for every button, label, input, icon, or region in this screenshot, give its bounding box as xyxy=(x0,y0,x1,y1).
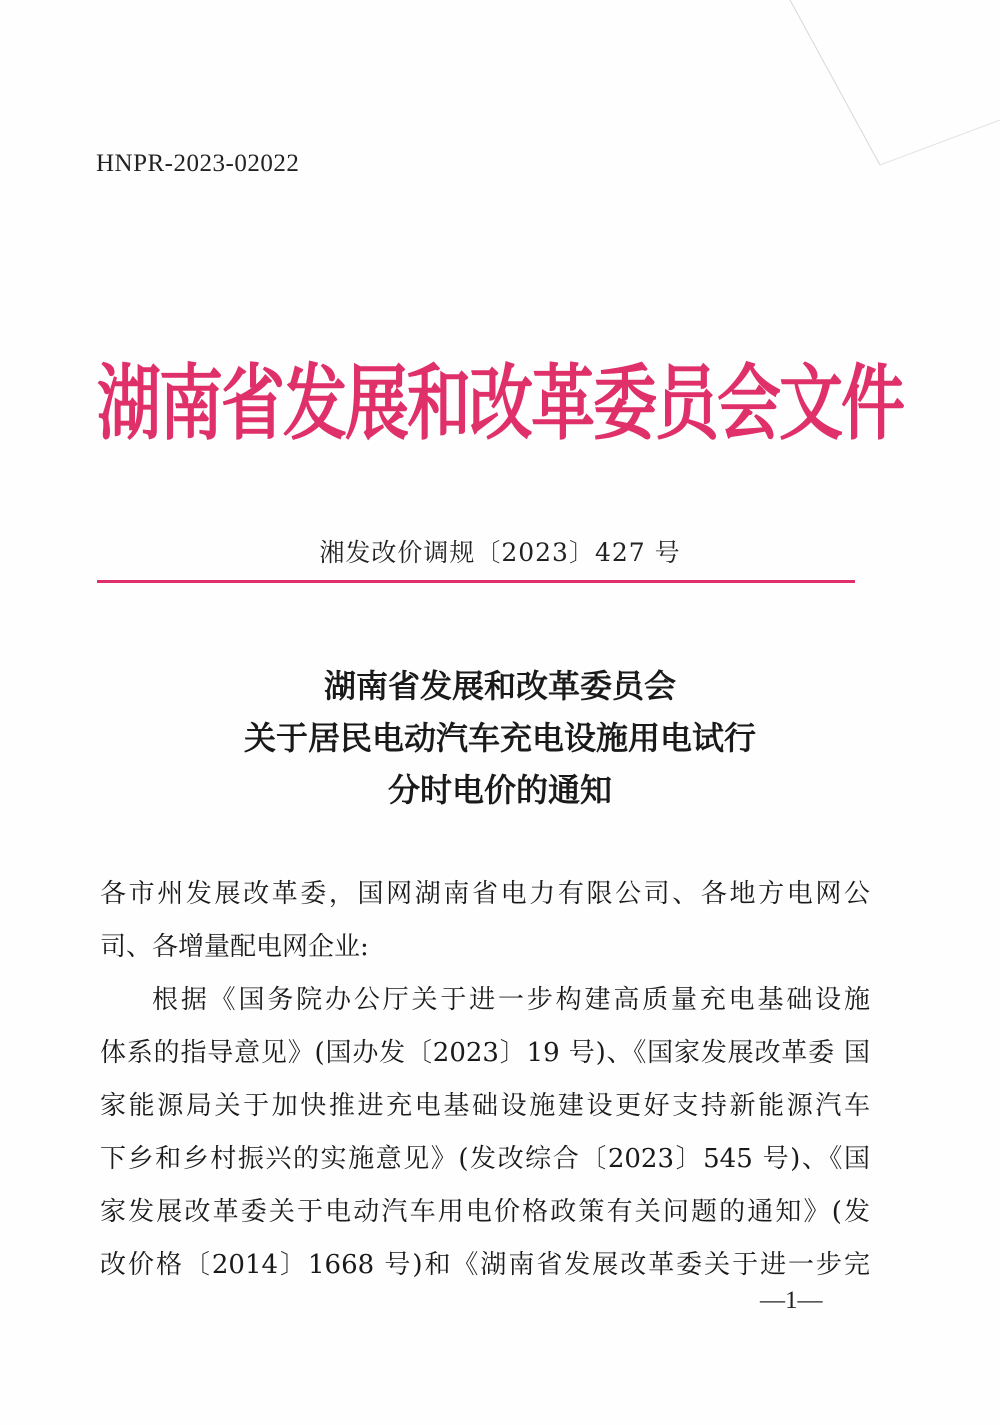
body-line: 下乡和乡村振兴的实施意见》(发改综合〔2023〕545 号)、《国 xyxy=(100,1144,870,1174)
body-line: 司、各增量配电网企业: xyxy=(100,932,369,962)
issuing-organization-header: 湖南省发展和改革委员会文件 xyxy=(97,357,903,452)
body-line: 各市州发展改革委，国网湖南省电力有限公司、各地方电网公 xyxy=(100,879,870,909)
title-line: 分时电价的通知 xyxy=(387,771,612,809)
body-line: 家发展改革委关于电动汽车用电价格政策有关问题的通知》(发 xyxy=(100,1197,870,1227)
title-line: 关于居民电动汽车充电设施用电试行 xyxy=(243,719,756,757)
document-title xyxy=(0,660,1000,816)
body-line: 家能源局关于加快推进充电基础设施建设更好支持新能源汽车 xyxy=(100,1091,870,1121)
paper-fold-mark xyxy=(780,0,1000,170)
body-line: 改价格〔2014〕1668 号)和《湖南省发展改革委关于进一步完 xyxy=(100,1250,870,1280)
body-line: 体系的指导意见》(国办发〔2023〕19 号)、《国家发展改革委 国 xyxy=(100,1038,870,1068)
document-code: HNPR-2023-02022 xyxy=(96,150,300,177)
red-divider-line xyxy=(97,580,855,583)
body-line: 根据《国务院办公厅关于进一步构建高质量充电基础设施 xyxy=(152,985,870,1015)
document-body xyxy=(100,868,870,1292)
title-line: 湖南省发展和改革委员会 xyxy=(323,667,676,705)
page-number: —1— xyxy=(760,1287,823,1314)
document-number: 湘发改价调规〔2023〕427 号 xyxy=(319,538,681,567)
